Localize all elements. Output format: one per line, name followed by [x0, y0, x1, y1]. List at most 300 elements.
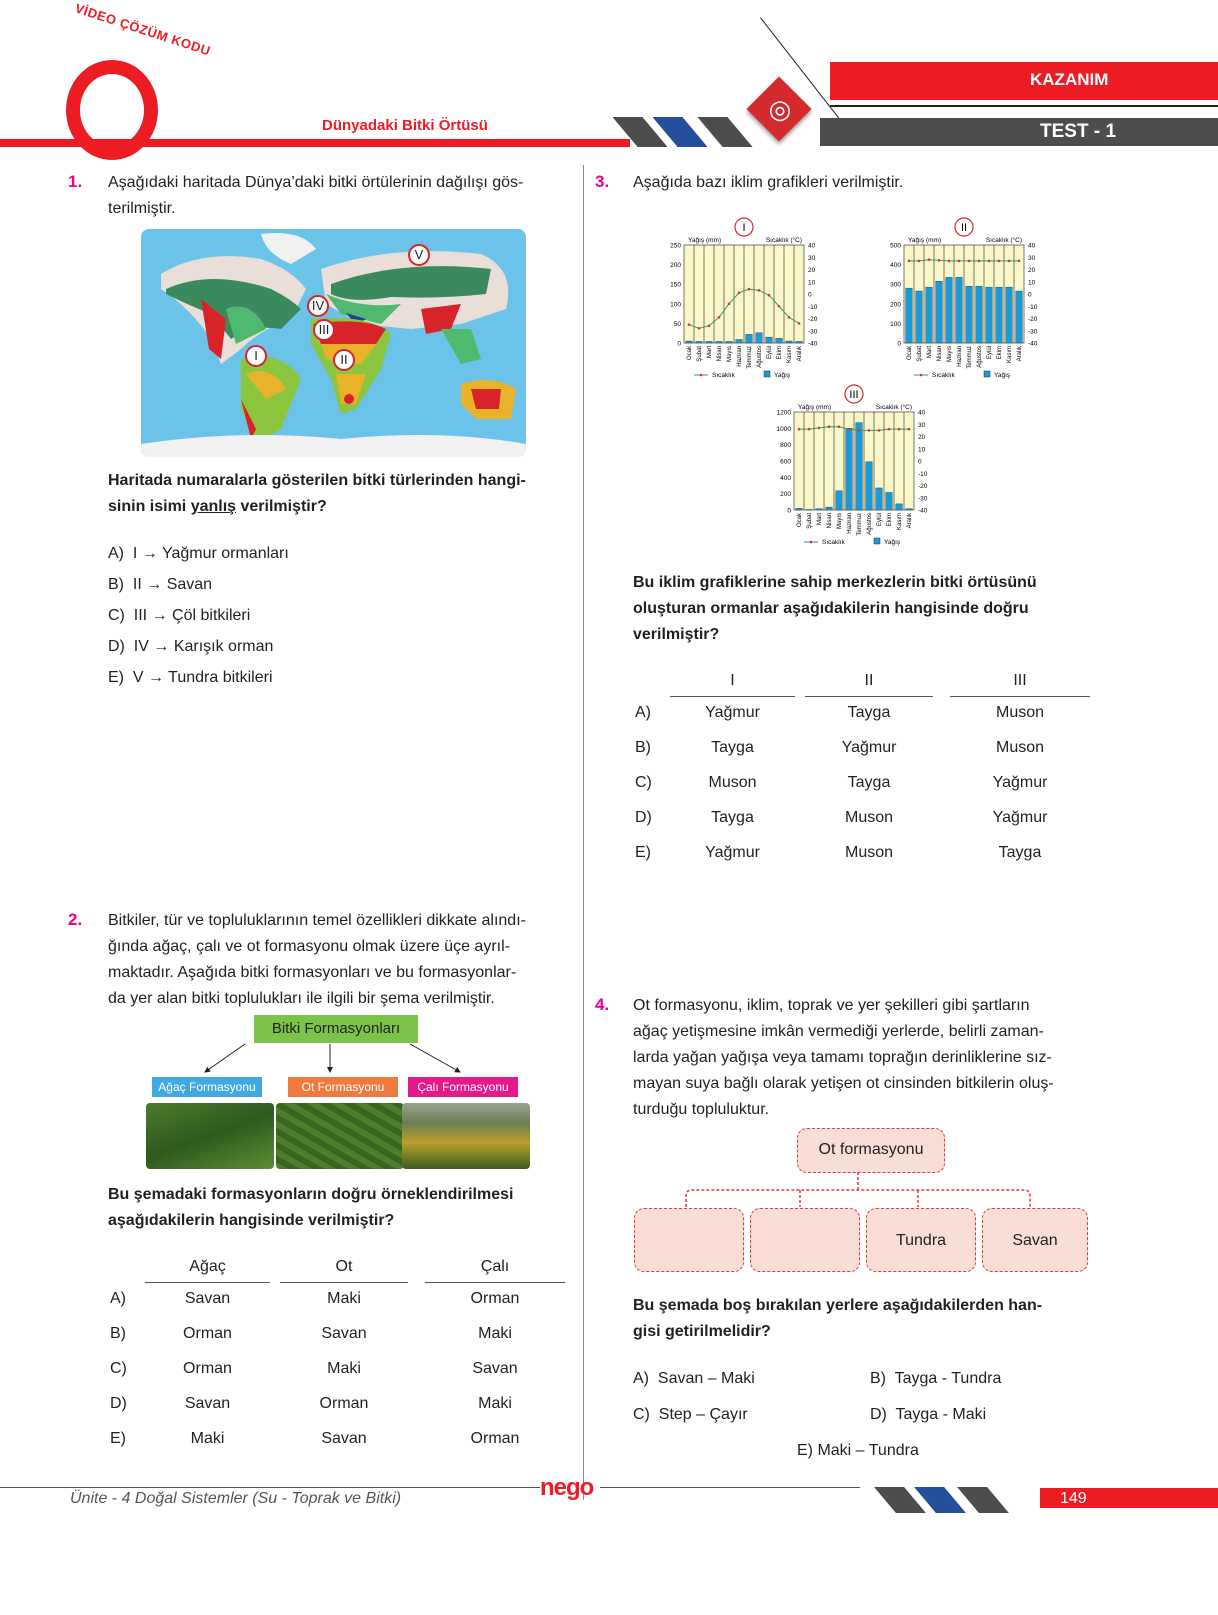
table-cell: Yağmur	[992, 809, 1048, 826]
temperature-point	[838, 425, 841, 428]
y-tick-label: 0	[897, 340, 901, 348]
question-number: 4.	[595, 995, 610, 1014]
y2-tick-label: -10	[808, 303, 818, 311]
option-roman: I	[132, 545, 138, 562]
option-letter: A)	[108, 545, 124, 562]
diagram-connectors	[680, 1172, 1040, 1212]
footer-rule	[600, 1487, 860, 1488]
temperature-point	[978, 260, 981, 263]
month-label: Eylül	[987, 346, 993, 360]
y-tick-label: 400	[890, 262, 901, 270]
question-text	[633, 993, 1103, 1123]
temperature-point	[858, 429, 861, 432]
y2-tick-label: 30	[918, 421, 926, 429]
temperature-point	[868, 429, 871, 432]
legend-bar-swatch	[874, 538, 880, 544]
desert-region	[344, 394, 354, 404]
y-tick-label: 600	[780, 458, 791, 466]
table-row[interactable]	[110, 1430, 565, 1458]
y2-tick-label: -40	[808, 340, 818, 348]
y-tick-label: 250	[670, 242, 681, 250]
map-label-iv: IV	[307, 295, 329, 317]
month-label: Şubat	[917, 346, 923, 362]
y2-tick-label: -20	[918, 483, 928, 490]
chart-title: I	[742, 222, 746, 234]
temperature-point	[728, 303, 731, 306]
option-letter: B)	[108, 576, 124, 593]
temperature-point	[818, 427, 821, 430]
table-header: Ot	[335, 1258, 353, 1275]
month-label: Ekim	[777, 346, 783, 360]
blank-answer-box	[750, 1208, 860, 1272]
question-text-line: maktadır. Aşağıda bitki formasyonları ve bu formasyonlar-	[108, 964, 517, 981]
question-text-line: Aşağıdaki haritada Dünya’daki bitki örtülerinin dağılışı gös-	[108, 174, 524, 191]
temperature-point	[1018, 260, 1021, 263]
option-letter: E)	[797, 1442, 813, 1459]
climate-chart-ii	[870, 215, 1070, 385]
climate-chart-i	[650, 215, 850, 385]
table-header: III	[1013, 672, 1027, 689]
table-cell: Savan	[321, 1430, 367, 1447]
temperature-point	[828, 425, 831, 428]
table-row[interactable]	[635, 809, 1090, 837]
precipitation-bar	[996, 287, 1002, 343]
footer-rule	[0, 1487, 540, 1488]
legend-label: Sıcaklık	[932, 372, 955, 379]
y-tick-label: 200	[890, 301, 901, 309]
option-text: Yağmur ormanları	[161, 545, 289, 562]
option-letter: E)	[110, 1430, 126, 1447]
month-label: Ağustos	[757, 346, 763, 368]
y-tick-label: 500	[890, 242, 901, 250]
y2-tick-label: -30	[918, 495, 928, 503]
arrow-right-icon: →	[148, 669, 165, 686]
option-letter: D)	[110, 1395, 127, 1412]
question-text-line: terilmiştir.	[108, 200, 176, 217]
option-letter: B)	[635, 739, 651, 756]
table-cell: Muson	[995, 739, 1045, 756]
precipitation-bar	[846, 428, 852, 510]
decorative-stripe	[697, 117, 752, 147]
month-label: Kasım	[1007, 346, 1013, 364]
diagram-root-box: Bitki Formasyonları	[254, 1015, 418, 1043]
diagram-arrows	[140, 1040, 540, 1080]
y2-tick-label: 10	[918, 446, 926, 454]
table-cell: Savan	[184, 1290, 231, 1307]
option-text: Maki – Tundra	[817, 1442, 919, 1459]
precipitation-bar	[956, 277, 962, 343]
temperature-point	[758, 289, 761, 292]
table-header: Ağaç	[189, 1258, 226, 1275]
y2-tick-label: 40	[1028, 242, 1036, 250]
month-label: Ağustos	[867, 513, 873, 535]
column-divider	[583, 165, 584, 1500]
precipitation-bar	[856, 423, 862, 510]
y-tick-label: 150	[670, 281, 681, 289]
legend-line-marker	[700, 374, 703, 377]
option-text: Step – Çayır	[658, 1406, 748, 1423]
precipitation-bar	[926, 287, 932, 343]
emphasized-word: yanlış	[190, 498, 237, 515]
precipitation-bar	[756, 333, 762, 343]
temperature-point	[738, 291, 741, 294]
precipitation-bar	[786, 341, 792, 343]
table-cell: Tayga	[711, 809, 754, 826]
answer-option-b[interactable]	[108, 576, 289, 607]
topic-title: Dünyadaki Bitki Örtüsü	[322, 117, 488, 134]
world-vegetation-map	[141, 229, 526, 457]
precipitation-bar	[686, 341, 692, 343]
precipitation-bar	[706, 341, 712, 343]
precipitation-bar	[906, 288, 912, 343]
question-prompt-line: Bu şemadaki formasyonların doğru örneklendirilmesi	[108, 1186, 514, 1203]
precipitation-bar	[796, 508, 802, 510]
answer-option-e[interactable]	[108, 669, 289, 700]
option-text: Savan – Maki	[657, 1370, 755, 1387]
answer-option-d[interactable]	[870, 1406, 986, 1424]
month-label: Nisan	[827, 513, 833, 529]
month-label: Şubat	[807, 513, 813, 529]
question-text: Aşağıda bazı iklim grafikleri verilmiştir.	[633, 174, 904, 191]
y2-axis-label: Sıcaklık (°C)	[875, 404, 912, 411]
y2-tick-label: 20	[808, 267, 816, 274]
map-svg	[141, 229, 526, 457]
precipitation-bar	[796, 341, 802, 343]
month-label: Haziran	[957, 346, 963, 367]
month-label: Mayıs	[727, 346, 733, 363]
temperature-point	[698, 327, 701, 330]
arrow-right-icon: →	[153, 638, 170, 655]
precipitation-bar	[976, 286, 982, 343]
precipitation-bar	[696, 341, 702, 343]
table-cell: Maki	[478, 1395, 512, 1412]
month-label: Nisan	[717, 346, 723, 362]
precipitation-bar	[916, 291, 922, 343]
table-cell: Savan	[472, 1360, 518, 1377]
y2-tick-label: -20	[1028, 316, 1038, 323]
table-header: I	[730, 672, 735, 689]
question-prompt	[108, 468, 578, 520]
map-label-i: I	[245, 345, 267, 367]
question-text-line: ğında ağaç, çalı ve ot formasyonu olmak üzere üçe ayrıl-	[108, 938, 510, 955]
y2-tick-label: 10	[808, 279, 816, 287]
temperature-point	[848, 428, 851, 431]
legend-label: Yağış	[774, 372, 791, 379]
forest-region	[441, 329, 481, 364]
temperature-point	[768, 294, 771, 297]
table-cell: Yağmur	[705, 704, 760, 721]
temperature-point	[958, 260, 961, 263]
temperature-point	[778, 305, 781, 308]
month-label: Temmuz	[747, 346, 753, 369]
question-prompt-line: Bu iklim grafiklerine sahip merkezlerin bitki örtüsünü	[633, 574, 1037, 591]
question-number: 3.	[595, 172, 610, 191]
option-text: Karışık orman	[173, 638, 274, 655]
publisher-logo: nego	[540, 1474, 594, 1501]
question-text-line: larda yağan yağışa veya tamamı toprağın derinliklerine sız-	[633, 1049, 1052, 1066]
month-label: Mart	[707, 346, 713, 358]
question-text-line: turduğu topluluktur.	[633, 1101, 770, 1118]
table-cell: Muson	[995, 704, 1045, 721]
table-header-rule	[425, 1282, 565, 1283]
temperature-point	[718, 316, 721, 319]
option-letter: C)	[110, 1360, 127, 1377]
test-bar	[820, 118, 1218, 146]
month-label: Aralık	[797, 346, 803, 362]
y-tick-label: 0	[787, 507, 791, 515]
precipitation-bar	[776, 338, 782, 343]
map-label-iii: III	[313, 319, 335, 341]
option-text: Tayga - Maki	[895, 1406, 987, 1423]
y-tick-label: 100	[890, 320, 901, 328]
ot-formation-label: Ot Formasyonu	[288, 1077, 398, 1097]
table-cell: Savan	[321, 1325, 367, 1342]
test-label: TEST - 1	[1040, 121, 1117, 142]
temperature-point	[998, 260, 1001, 263]
table-header-rule	[805, 696, 933, 697]
month-label: Ağustos	[977, 346, 983, 368]
option-letter: A)	[635, 704, 651, 721]
page-number: 149	[1060, 1490, 1087, 1507]
agac-formation-label: Ağaç Formasyonu	[152, 1077, 262, 1097]
table-cell: Tayga	[711, 739, 754, 756]
shrubland-photo	[402, 1103, 530, 1169]
temperature-point	[908, 260, 911, 263]
y-axis-label: Yağış (mm)	[798, 404, 832, 411]
answer-option-e[interactable]	[797, 1442, 919, 1460]
arrow-to-cali	[410, 1044, 460, 1072]
table-row[interactable]	[110, 1360, 565, 1388]
unit-title: Ünite - 4 Doğal Sistemler (Su - Toprak ve Bitki)	[70, 1490, 402, 1507]
answer-option-c[interactable]	[108, 607, 289, 638]
y2-tick-label: 20	[1028, 267, 1036, 274]
precipitation-bar	[826, 507, 832, 510]
precipitation-bar	[936, 281, 942, 343]
legend-label: Sıcaklık	[712, 372, 735, 379]
table-cell: Maki	[478, 1325, 512, 1342]
question-text-line: ağaç yetişmesine imkân vermediği yerlerde, belirli zaman-	[633, 1023, 1044, 1040]
y-tick-label: 50	[673, 320, 681, 328]
answer-option-d[interactable]	[108, 638, 289, 669]
option-letter: A)	[633, 1370, 649, 1387]
forest-photo	[146, 1103, 274, 1169]
y-tick-label: 800	[780, 442, 791, 450]
precipitation-bar	[876, 488, 882, 510]
table-cell: Orman	[183, 1325, 232, 1342]
y2-tick-label: 0	[808, 291, 812, 299]
question-prompt-line: Haritada numaralarla gösterilen bitki türlerinden hangi-	[108, 472, 526, 489]
month-label: Ekim	[997, 346, 1003, 360]
legend-label: Sıcaklık	[822, 539, 845, 546]
question-text-line: Bitkiler, tür ve topluluklarının temel özellikleri dikkate alındı-	[108, 912, 526, 929]
question-text-line: Ot formasyonu, iklim, toprak ve yer şekilleri gibi şartların	[633, 997, 1030, 1014]
answer-option-c[interactable]	[633, 1406, 748, 1424]
option-letter: D)	[870, 1406, 887, 1423]
y-tick-label: 100	[670, 301, 681, 309]
option-letter: E)	[635, 844, 651, 861]
option-text: Tundra bitkileri	[168, 669, 273, 686]
option-letter: B)	[870, 1370, 886, 1387]
table-cell: Maki	[190, 1430, 225, 1447]
y2-tick-label: 20	[918, 434, 926, 441]
y-tick-label: 1200	[776, 409, 791, 417]
savan-box: Savan	[982, 1208, 1088, 1272]
question-number: 2.	[68, 910, 83, 929]
y2-tick-label: 40	[918, 409, 926, 417]
temperature-point	[888, 428, 891, 431]
question-text-line: mayan suya bağlı olarak yetişen ot cinsinden bitkilerin oluş-	[633, 1075, 1054, 1092]
y-tick-label: 0	[677, 340, 681, 348]
y2-tick-label: -20	[808, 316, 818, 323]
header-red-bar	[0, 139, 630, 147]
table-cell: Orman	[319, 1395, 369, 1412]
table-row[interactable]	[110, 1395, 565, 1423]
question-prompt-line: gisi getirilmelidir?	[633, 1323, 771, 1340]
temperature-point	[898, 428, 901, 431]
desert-region	[471, 389, 501, 409]
land-greenland	[261, 233, 316, 264]
y2-tick-label: -30	[1028, 328, 1038, 336]
month-label: Mart	[817, 513, 823, 525]
precipitation-bar	[966, 286, 972, 343]
table-row[interactable]	[635, 774, 1090, 802]
answer-option-a[interactable]	[633, 1370, 755, 1388]
answer-options	[108, 545, 289, 700]
legend-label: Yağış	[994, 372, 1011, 379]
month-label: Ocak	[687, 346, 693, 361]
question-text	[108, 170, 568, 222]
y2-tick-label: -30	[808, 328, 818, 336]
table-row[interactable]	[110, 1290, 565, 1318]
month-label: Mayıs	[947, 346, 953, 363]
option-text: Çöl bitkileri	[172, 607, 251, 624]
temperature-point	[788, 316, 791, 319]
temperature-point	[808, 428, 811, 431]
cali-formation-label: Çalı Formasyonu	[408, 1077, 518, 1097]
table-cell: Orman	[183, 1360, 232, 1377]
month-label: Temmuz	[857, 513, 863, 536]
precipitation-bar	[736, 339, 742, 343]
blank-answer-box	[634, 1208, 744, 1272]
month-label: Ocak	[797, 513, 803, 528]
arrow-right-icon: →	[141, 545, 158, 562]
y2-tick-label: -40	[918, 507, 928, 515]
arrow-to-agac	[205, 1044, 245, 1072]
temperature-point	[938, 259, 941, 262]
month-label: Kasım	[897, 513, 903, 531]
table-cell: Maki	[327, 1290, 361, 1307]
precipitation-bar	[746, 334, 752, 343]
ot-formation-root-box: Ot formasyonu	[797, 1128, 945, 1173]
option-text: Savan	[166, 576, 213, 593]
month-label: Haziran	[847, 513, 853, 534]
table-header: II	[864, 672, 874, 689]
chart-title: III	[849, 389, 859, 401]
question-prompt	[633, 570, 1103, 648]
month-label: Haziran	[737, 346, 743, 367]
option-roman: V	[132, 669, 144, 686]
question-number: 1.	[68, 172, 83, 191]
table-row[interactable]	[110, 1325, 565, 1353]
table-cell: Yağmur	[992, 774, 1048, 791]
legend-label: Yağış	[884, 539, 901, 546]
table-cell: Tayga	[847, 774, 891, 791]
option-letter: D)	[635, 809, 652, 826]
temperature-point	[948, 260, 951, 263]
prompt-text: verilmiştir?	[236, 498, 327, 515]
y2-tick-label: 30	[808, 254, 816, 262]
table-cell: Maki	[327, 1360, 361, 1377]
table-cell: Yağmur	[705, 844, 760, 861]
y2-tick-label: -10	[918, 470, 928, 478]
y-tick-label: 200	[780, 491, 791, 499]
question-prompt-line: Bu şemada boş bırakılan yerlere aşağıdakilerden han-	[633, 1297, 1043, 1314]
temperature-point	[798, 428, 801, 431]
table-cell: Muson	[844, 809, 894, 826]
table-header-rule	[950, 696, 1090, 697]
kazanim-bar	[830, 62, 1218, 100]
land-antarctica	[141, 435, 526, 457]
y-tick-label: 300	[890, 281, 901, 289]
table-cell: Muson	[708, 774, 757, 791]
temperature-point	[968, 260, 971, 263]
option-letter: C)	[633, 1406, 650, 1423]
y2-tick-label: 0	[1028, 291, 1032, 299]
answer-option-a[interactable]	[108, 545, 289, 576]
prompt-text: sinin isimi	[108, 498, 191, 515]
table-header-rule	[670, 696, 795, 697]
question-prompt	[633, 1293, 1103, 1345]
table-header-rule	[145, 1282, 270, 1283]
option-letter: C)	[635, 774, 652, 791]
option-roman: III	[133, 607, 148, 624]
month-label: Ekim	[887, 513, 893, 527]
question-prompt-line: oluşturan ormanlar aşağıdakilerin hangisinde doğru	[633, 600, 1029, 617]
decorative-stripe	[957, 1487, 1009, 1513]
table-cell: Orman	[470, 1290, 520, 1307]
option-letter: E)	[108, 669, 124, 686]
tundra-box: Tundra	[866, 1208, 976, 1272]
temperature-point	[908, 428, 911, 431]
arrow-right-icon: →	[146, 576, 163, 593]
answer-option-b[interactable]	[870, 1370, 1001, 1388]
question-text-line: da yer alan bitki toplulukları ile ilgili bir şema verilmiştir.	[108, 990, 495, 1007]
legend-bar-swatch	[984, 371, 990, 377]
precipitation-bar	[886, 492, 892, 510]
table-cell: Muson	[844, 844, 894, 861]
table-row[interactable]	[635, 739, 1090, 767]
month-label: Aralık	[907, 513, 913, 529]
precipitation-bar	[986, 287, 992, 343]
month-label: Eylül	[877, 513, 883, 527]
question-prompt-line: verilmiştir?	[633, 626, 720, 643]
precipitation-bar	[836, 491, 842, 510]
table-row[interactable]	[635, 704, 1090, 732]
month-label: Aralık	[1017, 346, 1023, 362]
precipitation-bar	[866, 462, 872, 510]
legend-line-marker	[810, 541, 813, 544]
precipitation-bar	[716, 341, 722, 343]
y2-tick-label: 30	[1028, 254, 1036, 262]
precipitation-bar	[726, 341, 732, 343]
map-label-ii: II	[333, 349, 355, 371]
month-label: Temmuz	[967, 346, 973, 369]
video-solution-label: VİDEO ÇÖZÜM KODU	[73, 0, 213, 59]
y2-tick-label: 40	[808, 242, 816, 250]
table-row[interactable]	[635, 844, 1090, 872]
table-cell: Tayga	[847, 704, 891, 721]
header-rule	[830, 105, 1218, 107]
